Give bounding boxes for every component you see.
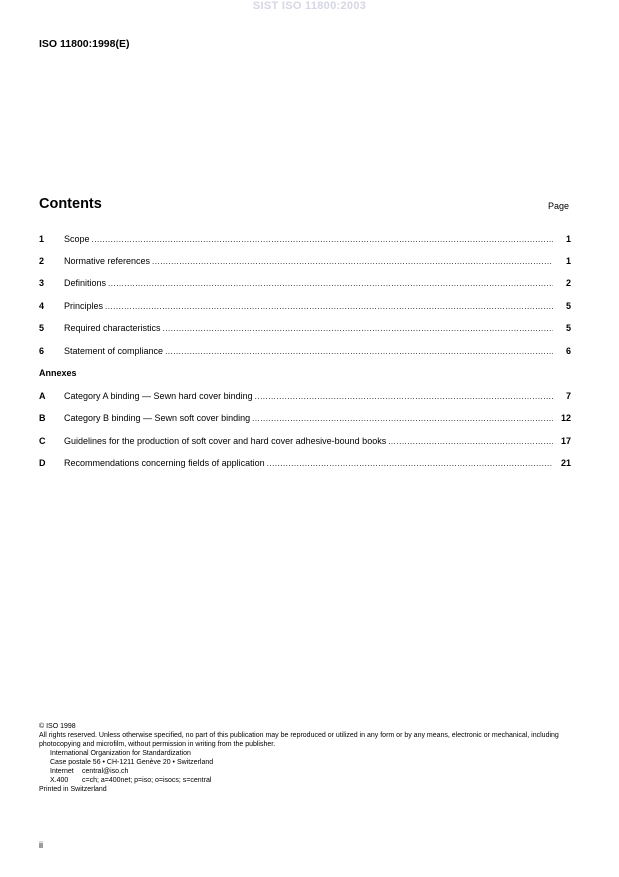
annex-letter: D bbox=[39, 458, 46, 468]
annexes-heading: Annexes bbox=[39, 368, 77, 378]
toc-item[interactable] bbox=[39, 345, 571, 358]
toc-leader bbox=[388, 435, 553, 448]
toc-page: 6 bbox=[565, 346, 571, 356]
org-address: Case postale 56 • CH-1211 Genève 20 • Switzerland bbox=[50, 759, 214, 766]
document-id: ISO 11800:1998(E) bbox=[39, 38, 130, 50]
toc-leader bbox=[105, 300, 553, 313]
toc-title: Principles bbox=[64, 301, 104, 311]
annex-title: Guidelines for the production of soft cover and hard cover adhesive-bound books bbox=[64, 436, 387, 446]
contents-title: Contents bbox=[39, 196, 102, 212]
watermark: SIST ISO 11800:2003 bbox=[252, 0, 367, 12]
annex-title: Category B binding — Sewn soft cover binding bbox=[64, 413, 251, 423]
annex-letter: B bbox=[39, 413, 46, 423]
annex-letter: C bbox=[39, 436, 46, 446]
toc-page: 1 bbox=[565, 256, 571, 266]
toc-leader bbox=[252, 412, 553, 425]
page-column-label: Page bbox=[548, 201, 570, 211]
toc-number: 4 bbox=[39, 301, 45, 311]
page-number: ii bbox=[39, 840, 43, 850]
toc-title: Normative references bbox=[64, 256, 151, 266]
toc-page: 5 bbox=[565, 323, 571, 333]
annex-title: Recommendations concerning fields of application bbox=[64, 458, 265, 468]
annex-title: Category A binding — Sewn hard cover binding bbox=[64, 391, 253, 401]
annex-item[interactable] bbox=[39, 390, 571, 403]
copyright-line: © ISO 1998 bbox=[39, 723, 76, 730]
rights-statement: All rights reserved. Unless otherwise specified, no part of this publication may be reproduced or utilized in any form or by any means, electronic or mechanical, including photocopying and microfilm, without permission in writing from the publisher. bbox=[39, 732, 559, 748]
toc-item[interactable] bbox=[39, 233, 571, 246]
annex-page: 21 bbox=[560, 458, 571, 468]
printed-in: Printed in Switzerland bbox=[39, 786, 107, 793]
toc-title: Definitions bbox=[64, 278, 107, 288]
toc-title: Required characteristics bbox=[64, 323, 161, 333]
toc-leader bbox=[108, 277, 553, 290]
toc-item[interactable] bbox=[39, 322, 571, 335]
toc-item[interactable] bbox=[39, 277, 571, 290]
org-name: International Organization for Standardization bbox=[50, 750, 191, 757]
toc-number: 6 bbox=[39, 346, 45, 356]
toc-number: 2 bbox=[39, 256, 45, 266]
toc-leader bbox=[92, 233, 553, 246]
toc-page: 1 bbox=[565, 234, 571, 244]
toc-page: 2 bbox=[565, 278, 571, 288]
toc-leader bbox=[267, 457, 553, 470]
toc-leader bbox=[152, 255, 553, 268]
x400-label: X.400 bbox=[50, 777, 69, 784]
toc-item[interactable] bbox=[39, 255, 571, 268]
annex-item[interactable] bbox=[39, 457, 571, 470]
annex-page: 7 bbox=[565, 391, 571, 401]
annex-item[interactable] bbox=[39, 435, 571, 448]
x400-address: c=ch; a=400net; p=iso; o=isocs; s=central bbox=[82, 777, 212, 784]
toc-page: 5 bbox=[565, 301, 571, 311]
x400-line bbox=[39, 776, 579, 785]
internet-label: Internet bbox=[50, 768, 74, 775]
toc-number: 1 bbox=[39, 234, 45, 244]
annex-page: 17 bbox=[560, 436, 571, 446]
toc-number: 3 bbox=[39, 278, 45, 288]
toc-title: Statement of compliance bbox=[64, 346, 164, 356]
internet-line bbox=[39, 767, 579, 776]
annex-letter: A bbox=[39, 391, 46, 401]
toc-leader bbox=[165, 345, 553, 358]
annex-item[interactable] bbox=[39, 412, 571, 425]
toc-item[interactable] bbox=[39, 300, 571, 313]
toc-title: Scope bbox=[64, 234, 90, 244]
toc-leader bbox=[163, 322, 553, 335]
internet-email[interactable]: central@iso.ch bbox=[82, 768, 129, 775]
annex-page: 12 bbox=[560, 413, 571, 423]
copyright-footer bbox=[39, 722, 579, 794]
toc-number: 5 bbox=[39, 323, 45, 333]
toc-leader bbox=[255, 390, 553, 403]
